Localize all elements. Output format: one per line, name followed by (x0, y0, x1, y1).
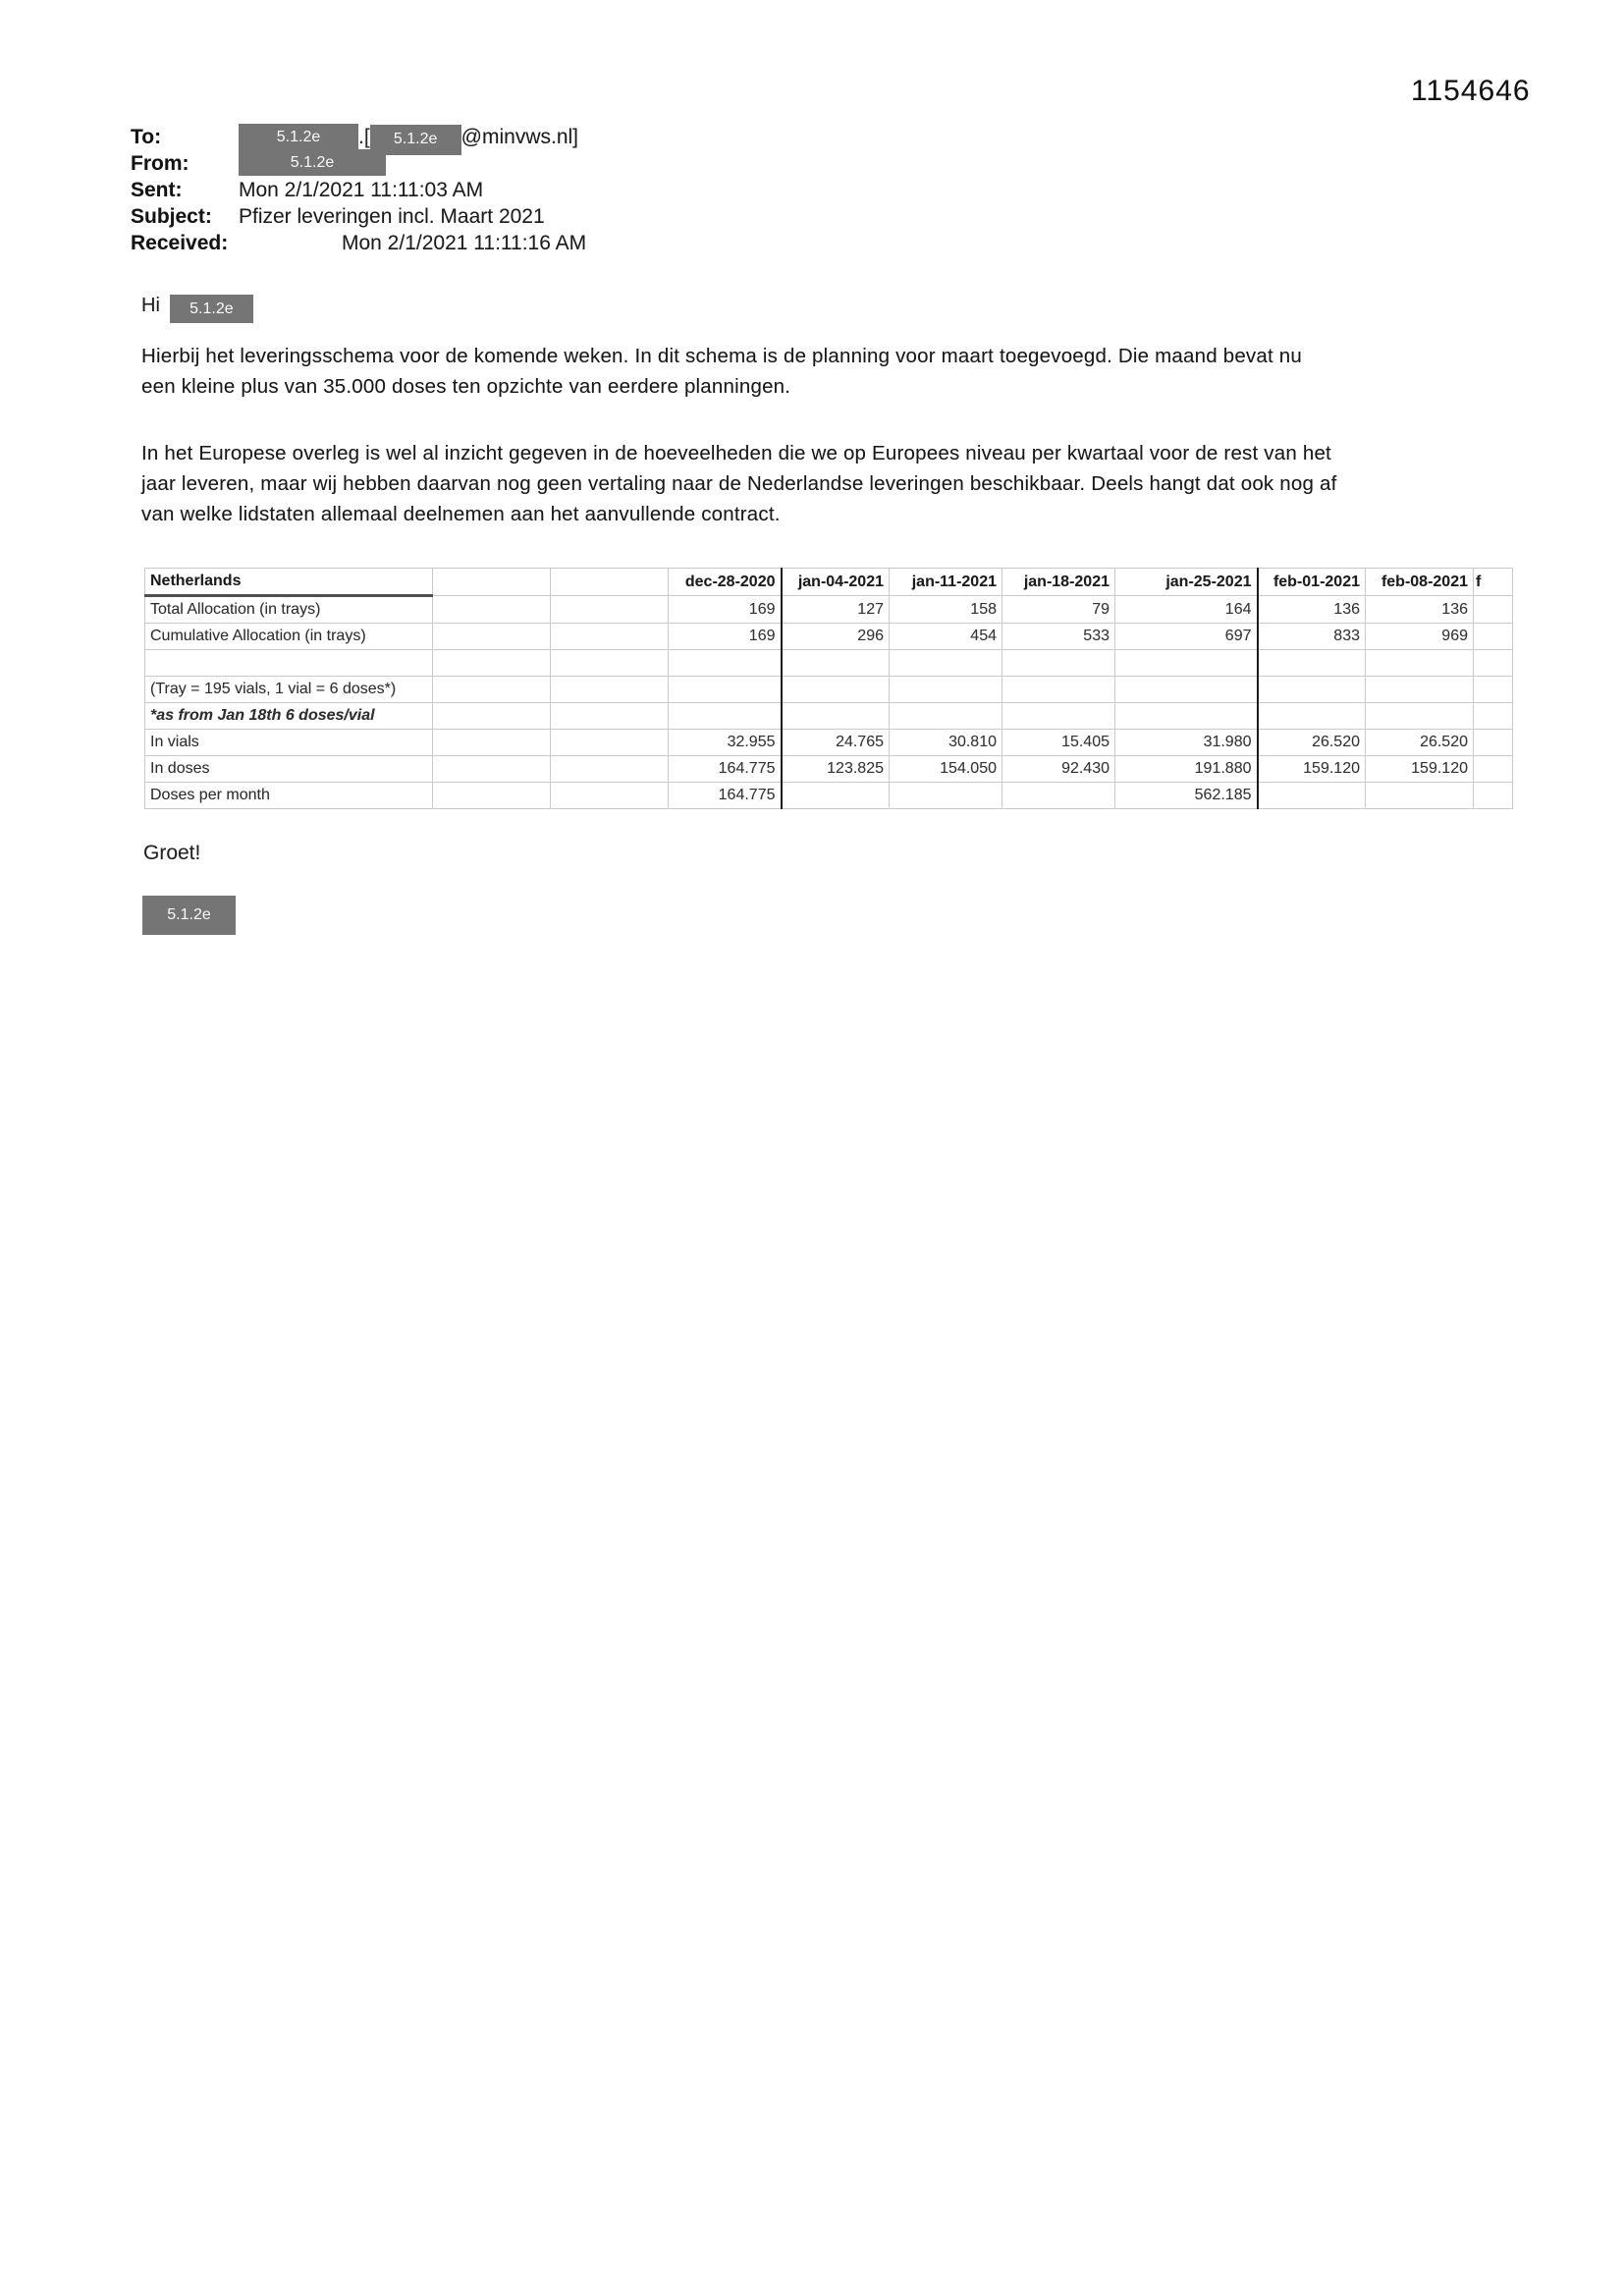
to-separator: .[ (358, 126, 370, 148)
table-date-header: jan-04-2021 (782, 569, 890, 596)
table-row-label: *as from Jan 18th 6 doses/vial (145, 703, 433, 730)
document-number: 1154646 (1411, 75, 1531, 107)
table-value-cell: 169 (669, 624, 782, 650)
redaction-box: 5.1.2e (142, 896, 236, 935)
table-value-cell: 296 (782, 624, 890, 650)
table-empty-cell (551, 730, 669, 756)
table-empty-cell (433, 624, 551, 650)
greeting-line (141, 295, 253, 323)
delivery-table (144, 568, 1513, 809)
table-value-cell (669, 703, 782, 730)
table-header-row (145, 569, 1513, 596)
redaction-box: 5.1.2e (370, 125, 461, 155)
table-value-cell (890, 650, 1002, 677)
table-value-cell: 26.520 (1258, 730, 1366, 756)
table-row (145, 783, 1513, 809)
table-value-cell (1115, 650, 1258, 677)
table-value-cell: 154.050 (890, 756, 1002, 783)
table-value-cell (1366, 703, 1474, 730)
table-row-label: In vials (145, 730, 433, 756)
table-empty-cell (433, 650, 551, 677)
table-date-header: jan-25-2021 (1115, 569, 1258, 596)
table-value-cell: 136 (1366, 596, 1474, 624)
table-empty-cell (1474, 783, 1513, 809)
table-empty-cell (433, 677, 551, 703)
table-value-cell: 697 (1115, 624, 1258, 650)
redaction-box: 5.1.2e (239, 124, 358, 150)
table-value-cell: 127 (782, 596, 890, 624)
from-label: From: (131, 152, 189, 175)
table-value-cell: 191.880 (1115, 756, 1258, 783)
table-value-cell: 164.775 (669, 756, 782, 783)
table-value-cell (669, 677, 782, 703)
body-paragraph-2 (141, 438, 1336, 529)
closing-text: Groet! (143, 842, 201, 864)
table-empty-cell (551, 756, 669, 783)
sent-label: Sent: (131, 179, 183, 201)
table-date-header: jan-18-2021 (1002, 569, 1115, 596)
table-empty-cell (1474, 756, 1513, 783)
to-label: To: (131, 126, 162, 148)
body-line: een kleine plus van 35.000 doses ten opzichte van eerdere planningen. (141, 375, 791, 398)
table-value-cell (1002, 650, 1115, 677)
table-empty-cell (433, 703, 551, 730)
table-empty-cell (1474, 677, 1513, 703)
table-value-cell: 123.825 (782, 756, 890, 783)
table-corner-header: Netherlands (145, 569, 433, 596)
table-empty-cell (1474, 703, 1513, 730)
body-line: jaar leveren, maar wij hebben daarvan nog geen vertaling naar de Nederlandse leveringen beschikbaar. Deels hangt dat ook nog af (141, 472, 1337, 495)
email-header-sent-row (131, 177, 586, 203)
table-empty-cell (433, 596, 551, 624)
table-value-cell: 454 (890, 624, 1002, 650)
table-value-cell (782, 650, 890, 677)
table-date-header: jan-11-2021 (890, 569, 1002, 596)
table-value-cell (782, 677, 890, 703)
table-value-cell (782, 703, 890, 730)
table-value-cell (1366, 650, 1474, 677)
table-empty-cell (1474, 650, 1513, 677)
table-empty-cell (551, 650, 669, 677)
table-row (145, 756, 1513, 783)
table-value-cell: 136 (1258, 596, 1366, 624)
table-value-cell (1258, 677, 1366, 703)
table-row-label: Doses per month (145, 783, 433, 809)
table-value-cell (1115, 703, 1258, 730)
delivery-table-wrapper (144, 568, 1513, 809)
table-row-label: In doses (145, 756, 433, 783)
table-date-header: dec-28-2020 (669, 569, 782, 596)
table-value-cell: 24.765 (782, 730, 890, 756)
table-empty-cell (551, 703, 669, 730)
table-value-cell: 169 (669, 596, 782, 624)
table-value-cell: 158 (890, 596, 1002, 624)
table-empty-cell (551, 596, 669, 624)
table-value-cell: 533 (1002, 624, 1115, 650)
table-empty-cell (433, 756, 551, 783)
table-value-cell (1258, 783, 1366, 809)
body-line: van welke lidstaten allemaal deelnemen aan het aanvullende contract. (141, 503, 781, 525)
table-empty-cell (551, 569, 669, 596)
table-row-label: Cumulative Allocation (in trays) (145, 624, 433, 650)
email-header-to-row (131, 124, 586, 150)
table-value-cell (1366, 677, 1474, 703)
table-empty-cell (433, 783, 551, 809)
table-value-cell (1115, 677, 1258, 703)
table-value-cell (1258, 703, 1366, 730)
table-value-cell: 32.955 (669, 730, 782, 756)
table-empty-cell (1474, 624, 1513, 650)
table-value-cell: 92.430 (1002, 756, 1115, 783)
body-paragraph-1 (141, 341, 1302, 402)
table-value-cell: 159.120 (1258, 756, 1366, 783)
table-value-cell: 31.980 (1115, 730, 1258, 756)
table-clipped-header: f (1474, 569, 1513, 596)
table-value-cell: 164 (1115, 596, 1258, 624)
redaction-box: 5.1.2e (239, 149, 386, 176)
body-line: Hierbij het leveringsschema voor de komende weken. In dit schema is de planning voor maart toegevoegd. Die maand bevat nu (141, 345, 1302, 367)
table-value-cell (782, 783, 890, 809)
table-value-cell (1258, 650, 1366, 677)
table-value-cell (890, 703, 1002, 730)
table-row-label (145, 650, 433, 677)
table-empty-cell (551, 624, 669, 650)
received-label: Received: (131, 232, 229, 254)
table-value-cell (1002, 677, 1115, 703)
table-empty-cell (433, 569, 551, 596)
table-empty-cell (1474, 596, 1513, 624)
table-value-cell: 79 (1002, 596, 1115, 624)
body-line: In het Europese overleg is wel al inzicht gegeven in de hoeveelheden die we op Europees niveau per kwartaal voor de rest van het (141, 442, 1331, 465)
table-value-cell: 159.120 (1366, 756, 1474, 783)
subject-label: Subject: (131, 205, 212, 228)
table-empty-cell (433, 730, 551, 756)
table-row (145, 624, 1513, 650)
table-empty-cell (551, 677, 669, 703)
table-row-label: (Tray = 195 vials, 1 vial = 6 doses*) (145, 677, 433, 703)
table-row (145, 703, 1513, 730)
table-row (145, 596, 1513, 624)
table-value-cell: 26.520 (1366, 730, 1474, 756)
table-value-cell: 15.405 (1002, 730, 1115, 756)
email-header-received-row (131, 230, 586, 256)
email-header-from-row (131, 150, 586, 177)
table-value-cell (669, 650, 782, 677)
greeting-text: Hi (141, 295, 160, 316)
email-header (131, 124, 586, 256)
table-empty-cell (1474, 730, 1513, 756)
received-value: Mon 2/1/2021 11:11:16 AM (342, 232, 587, 254)
table-value-cell: 30.810 (890, 730, 1002, 756)
table-value-cell (1002, 703, 1115, 730)
table-value-cell (1366, 783, 1474, 809)
subject-value: Pfizer leveringen incl. Maart 2021 (239, 205, 545, 228)
email-header-subject-row (131, 203, 586, 230)
sent-value: Mon 2/1/2021 11:11:03 AM (239, 179, 484, 201)
table-date-header: feb-01-2021 (1258, 569, 1366, 596)
table-value-cell (890, 677, 1002, 703)
table-value-cell (1002, 783, 1115, 809)
table-empty-cell (551, 783, 669, 809)
table-row (145, 650, 1513, 677)
table-value-cell: 833 (1258, 624, 1366, 650)
table-date-header: feb-08-2021 (1366, 569, 1474, 596)
table-row (145, 677, 1513, 703)
redaction-box: 5.1.2e (170, 295, 253, 323)
table-value-cell: 164.775 (669, 783, 782, 809)
table-row (145, 730, 1513, 756)
table-value-cell: 562.185 (1115, 783, 1258, 809)
to-domain: @minvws.nl] (460, 126, 579, 148)
table-row-label: Total Allocation (in trays) (145, 596, 433, 624)
table-value-cell: 969 (1366, 624, 1474, 650)
table-value-cell (890, 783, 1002, 809)
